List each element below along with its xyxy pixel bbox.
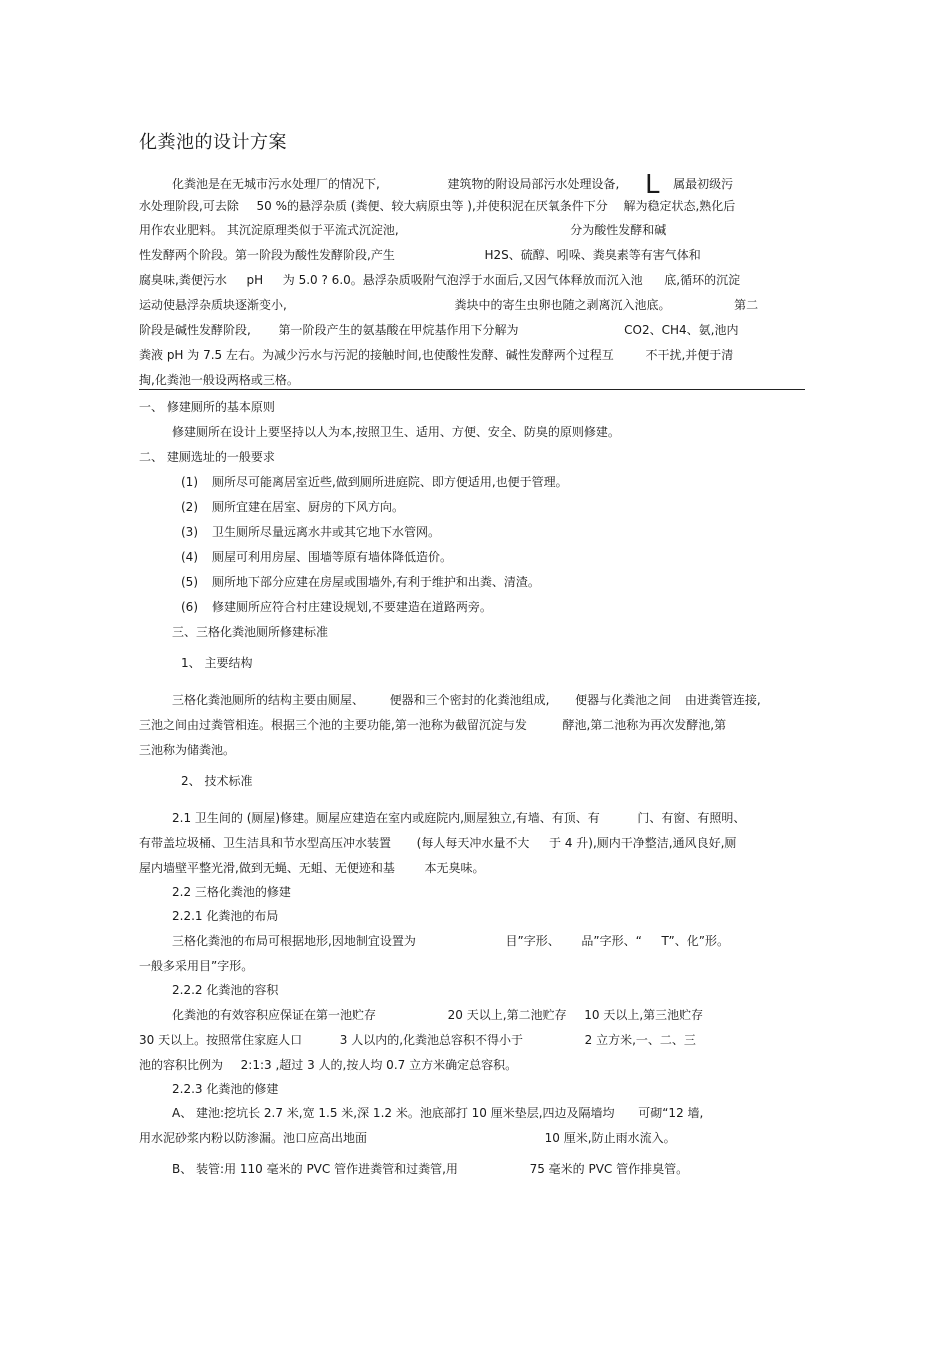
text-run: 酵池,第二池称为再次发酵池,第 bbox=[562, 718, 727, 732]
text-run: 三格化粪池厕所的结构主要由厕屋、 bbox=[172, 693, 365, 707]
section-1-heading: 一、 修建厕所的基本原则 bbox=[139, 400, 275, 414]
list-number: (6) bbox=[181, 600, 198, 614]
subsection-heading: 2.2.1 化粪池的布局 bbox=[172, 909, 279, 923]
s222-line-1 bbox=[172, 1007, 703, 1023]
text-run: 2.1 卫生间的 (厕屋)修建。厕屋应建造在室内或庭院内,厕屋独立,有墙、有顶、有 bbox=[172, 811, 600, 825]
text-run: 为 5.0 ? 6.0。悬浮杂质吸附气泡浮于水面后,又因气体释放而沉入池 bbox=[282, 273, 643, 287]
text-run: 本无臭味。 bbox=[424, 861, 485, 875]
list-item bbox=[181, 474, 568, 490]
text-run: 性发酵两个阶段。第一阶段为酸性发酵阶段,产生 bbox=[139, 248, 395, 262]
text-run: 粪块中的寄生虫卵也随之剥离沉入池底。 bbox=[454, 298, 671, 312]
list-number: (4) bbox=[181, 550, 198, 564]
text-run: 阶段是碱性发酵阶段, bbox=[139, 323, 251, 337]
intro-line-9 bbox=[139, 372, 299, 388]
text-run: 用水泥砂浆内粉以防渗漏。池口应高出地面 bbox=[139, 1131, 368, 1145]
text-run: 第一阶段产生的氨基酸在甲烷基作用下分解为 bbox=[278, 323, 519, 337]
intro-line-5 bbox=[139, 272, 740, 288]
text-run: 由进粪管连接, bbox=[684, 693, 761, 707]
text-run: 池的容积比例为 bbox=[139, 1058, 224, 1072]
s221-line-1 bbox=[172, 933, 729, 949]
text-run: 不干扰,并便于清 bbox=[645, 348, 734, 362]
subsection-heading: 1、 主要结构 bbox=[181, 656, 253, 670]
list-text: 厕所尽可能离居室近些,做到厕所进庭院、即方便适用,也便于管理。 bbox=[212, 475, 568, 489]
list-text: 卫生厕所尽量远离水井或其它地下水管网。 bbox=[212, 525, 441, 539]
text-run: 解为稳定状态,熟化后 bbox=[623, 199, 736, 213]
list-text: 厕屋可利用房屋、围墙等原有墙体降低造价。 bbox=[212, 550, 453, 564]
text-run: 目”字形、 bbox=[505, 934, 560, 948]
text-run: 10 天以上,第三池贮存 bbox=[584, 1008, 704, 1022]
text-run: 三格化粪池的布局可根据地形,因地制宜设置为 bbox=[172, 934, 416, 948]
list-text: 厕所地下部分应建在房屋或围墙外,有利于维护和出粪、清渣。 bbox=[212, 575, 540, 589]
list-item bbox=[181, 499, 404, 515]
text-run: 底,循环的沉淀 bbox=[664, 273, 741, 287]
text-run: 屋内墙壁平整光滑,做到无蝇、无蛆、无便迹和基 bbox=[139, 861, 395, 875]
intro-line-6 bbox=[139, 297, 758, 313]
text-run: 粪液 pH 为 7.5 左右。为减少污水与污泥的接触时间,也使酸性发酵、碱性发酵两个过程互 bbox=[139, 348, 614, 362]
text-run: 门、有窗、有照明、 bbox=[637, 811, 746, 825]
text-run: 2 立方米,一、二、三 bbox=[584, 1033, 696, 1047]
list-number: (5) bbox=[181, 575, 198, 589]
intro-line-7 bbox=[139, 322, 738, 338]
text-run: H2S、硫醇、吲哚、粪臭素等有害气体和 bbox=[484, 248, 701, 262]
text-run: 10 厘米,防止雨水流入。 bbox=[544, 1131, 676, 1145]
horizontal-rule bbox=[139, 389, 805, 390]
text-run: 50 %的悬浮杂质 (粪便、较大病原虫等 ),并使积泥在厌氧条件下分 bbox=[256, 199, 608, 213]
text-run: 20 天以上,第二池贮存 bbox=[447, 1008, 567, 1022]
text-run: 化粪池的有效容积应保证在第一池贮存 bbox=[172, 1008, 377, 1022]
text-run: 2:1:3 ,超过 3 人的,按人均 0.7 立方米确定总容积。 bbox=[240, 1058, 518, 1072]
text-run: 运动使悬浮杂质块逐渐变小, bbox=[139, 298, 287, 312]
text-run: (每人每天冲水量不大 bbox=[416, 836, 530, 850]
text-run: CO2、CH4、氨,池内 bbox=[624, 323, 739, 337]
subsection-heading: 2.2.2 化粪池的容积 bbox=[172, 983, 279, 997]
subsection-heading: 2、 技术标准 bbox=[181, 774, 253, 788]
text-run: 分为酸性发酵和碱 bbox=[570, 223, 667, 237]
section-2-heading: 二、 建厕选址的一般要求 bbox=[139, 450, 275, 464]
list-item bbox=[181, 574, 540, 590]
intro-line-1 bbox=[172, 170, 734, 200]
intro-line-4 bbox=[139, 247, 701, 263]
text-run: 水处理阶段,可去除 bbox=[139, 199, 239, 213]
s223-a-line-2 bbox=[139, 1130, 676, 1146]
text-run: 可砌“12 墙, bbox=[638, 1106, 704, 1120]
structure-line-2 bbox=[139, 717, 726, 733]
s222-line-2 bbox=[139, 1032, 696, 1048]
text-run: 有带盖垃圾桶、卫生洁具和节水型高压冲水装置 bbox=[139, 836, 392, 850]
text-run: B、 装管:用 110 毫米的 PVC 管作进粪管和过粪管,用 bbox=[172, 1162, 458, 1176]
s21-line-2 bbox=[139, 835, 736, 851]
section-3-heading: 三、三格化粪池厕所修建标准 bbox=[172, 625, 329, 639]
text-run: 化粪池是在无城市污水处理厂的情况下, bbox=[172, 177, 380, 191]
subsection-heading: 2.2 三格化粪池的修建 bbox=[172, 885, 291, 899]
text-run: 用作农业肥料。 其沉淀原理类似于平流式沉淀池, bbox=[139, 223, 399, 237]
list-text: 修建厕所应符合村庄建设规划,不要建造在道路两旁。 bbox=[212, 600, 492, 614]
s21-line-3 bbox=[139, 860, 485, 876]
s222-line-3 bbox=[139, 1057, 517, 1073]
list-item bbox=[181, 599, 492, 615]
text-run: 属最初级污 bbox=[673, 177, 734, 191]
text-run: 腐臭味,粪便污水 bbox=[139, 273, 227, 287]
text-run: T”、化”形。 bbox=[661, 934, 729, 948]
list-text: 厕所宜建在居室、厨房的下风方向。 bbox=[212, 500, 405, 514]
text-run: 便器和三个密封的化粪池组成, bbox=[389, 693, 550, 707]
intro-line-2 bbox=[139, 198, 735, 214]
intro-line-3 bbox=[139, 222, 666, 238]
s21-line-1 bbox=[172, 810, 745, 826]
list-number: (2) bbox=[181, 500, 198, 514]
text-run: 30 天以上。按照常住家庭人口 bbox=[139, 1033, 303, 1047]
structure-line-1 bbox=[172, 692, 761, 708]
structure-line-3: 三池称为储粪池。 bbox=[139, 743, 236, 757]
text-run: 掏,化粪池一般设两格或三格。 bbox=[139, 373, 299, 387]
large-letter-mark: L bbox=[644, 170, 660, 200]
list-number: (1) bbox=[181, 475, 198, 489]
text-run: 75 毫米的 PVC 管作排臭管。 bbox=[529, 1162, 689, 1176]
text-run: 于 4 升),厕内干净整洁,通风良好,厕 bbox=[549, 836, 737, 850]
list-number: (3) bbox=[181, 525, 198, 539]
section-1-body: 修建厕所在设计上要坚持以人为本,按照卫生、适用、方便、安全、防臭的原则修建。 bbox=[172, 425, 620, 439]
text-run: pH bbox=[246, 273, 264, 287]
s223-a-line-1 bbox=[172, 1105, 703, 1121]
subsection-heading: 2.2.3 化粪池的修建 bbox=[172, 1082, 279, 1096]
list-item bbox=[181, 549, 452, 565]
text-run: 第二 bbox=[734, 298, 759, 312]
intro-line-8 bbox=[139, 347, 733, 363]
list-item bbox=[181, 524, 440, 540]
s221-line-2: 一般多采用目”字形。 bbox=[139, 959, 254, 973]
text-run: 便器与化粪池之间 bbox=[575, 693, 672, 707]
text-run: 3 人以内的,化粪池总容积不得小于 bbox=[339, 1033, 524, 1047]
text-run: 三池之间由过粪管相连。根据三个池的主要功能,第一池称为截留沉淀与发 bbox=[139, 718, 527, 732]
text-run: 建筑物的附设局部污水处理设备, bbox=[447, 177, 620, 191]
text-run: 品”字形、“ bbox=[581, 934, 642, 948]
s223-b-line-1 bbox=[172, 1161, 688, 1177]
page-title: 化粪池的设计方案 bbox=[139, 132, 287, 153]
text-run: A、 建池:挖坑长 2.7 米,宽 1.5 米,深 1.2 米。池底部打 10 厘米垫层,四边及隔墙均 bbox=[172, 1106, 615, 1120]
